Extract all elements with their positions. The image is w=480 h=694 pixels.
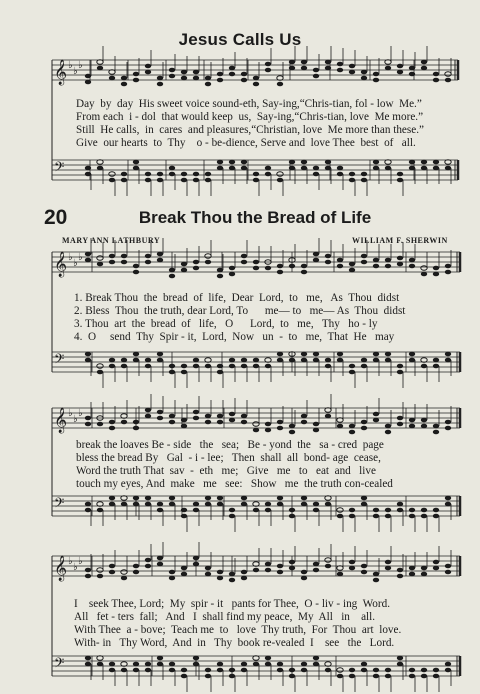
svg-text:♭: ♭: [68, 60, 73, 71]
hymn-title-break-thou: Break Thou the Bread of Life: [138, 208, 372, 227]
svg-text:𝄢: 𝄢: [54, 655, 65, 674]
hymn1-verse-1: Day by day His sweet voice sound-eth, Say-ing,“Chris-tian, fol - low Me.”: [76, 98, 422, 110]
hymn2-s3-verse-4: With- in Thy Word, And in Thy book re-vealed I see the Lord.: [74, 637, 395, 649]
hymn2-s2-verse-3: Word the truth That sav - eth me; Give me to eat and live: [76, 465, 376, 477]
hymn2-s2-verse-1: break the loaves Be - side the sea; Be - yond the sa - cred page: [76, 439, 384, 451]
hymn2-s1-verse-1: 1. Break Thou the bread of life, Dear Lord, to me, As Thou didst: [74, 292, 400, 304]
svg-text:𝄢: 𝄢: [54, 159, 65, 178]
svg-text:♭: ♭: [78, 252, 83, 263]
hymn2-s1-verse-2: 2. Bless Thou the truth, dear Lord, To me— to me— As Thou didst: [74, 305, 406, 317]
hymn2-s3-verse-1: I seek Thee, Lord; My spir - it pants for Thee, O - liv - ing Word.: [74, 598, 391, 610]
svg-text:♭: ♭: [73, 66, 78, 77]
hymn2-s2-verse-2: bless the bread By Gal - i - lee; Then shall all bond- age cease,: [76, 452, 381, 464]
svg-text:♭: ♭: [78, 556, 83, 567]
svg-text:𝄢: 𝄢: [54, 495, 65, 514]
svg-text:♭: ♭: [73, 258, 78, 269]
svg-text:♭: ♭: [78, 408, 83, 419]
hymn2-s1-verse-3: 3. Thou art the bread of life, O Lord, to me, Thy ho - ly: [74, 318, 378, 330]
hymn-title-jesus-calls-us: Jesus Calls Us: [178, 30, 302, 49]
svg-text:♭: ♭: [73, 414, 78, 425]
svg-text:𝄞: 𝄞: [54, 252, 68, 277]
svg-text:♭: ♭: [68, 252, 73, 263]
svg-text:♭: ♭: [73, 562, 78, 573]
hymn2-s3-verse-2: All fet - ters fall; And I shall find my peace, My All in all.: [74, 611, 376, 623]
svg-text:♭: ♭: [78, 60, 83, 71]
hymn1-verse-2: From each i - dol that would keep us, Say-ing,“Chris-tian, love Me more.”: [76, 111, 424, 123]
author-credit: MARY ANN LATHBURY: [62, 236, 161, 245]
svg-text:𝄢: 𝄢: [54, 351, 65, 370]
hymn2-s3-verse-3: With Thee a - bove; Teach me to love Thy truth, For Thou art love.: [74, 624, 402, 636]
hymn2-s1-verse-4: 4. O send Thy Spir - it, Lord, Now un - to me, That He may: [74, 331, 395, 343]
hymn-number: 20: [44, 206, 68, 229]
composer-credit: WILLIAM F. SHERWIN: [352, 236, 448, 245]
hymn2-s2-verse-4: touch my eyes, And make me see: Show me the truth con-cealed: [76, 478, 393, 490]
svg-text:𝄞: 𝄞: [54, 60, 68, 85]
svg-text:𝄞: 𝄞: [54, 556, 68, 581]
hymn1-verse-3: Still He calls, in cares and pleasures,“Christian, love Me more than these.”: [76, 124, 424, 136]
svg-text:♭: ♭: [68, 408, 73, 419]
svg-text:♭: ♭: [68, 556, 73, 567]
hymn1-verse-4: Give our hearts to Thy o - be-dience, Serve and love Thee best of all.: [76, 137, 416, 149]
svg-text:𝄞: 𝄞: [54, 408, 68, 433]
